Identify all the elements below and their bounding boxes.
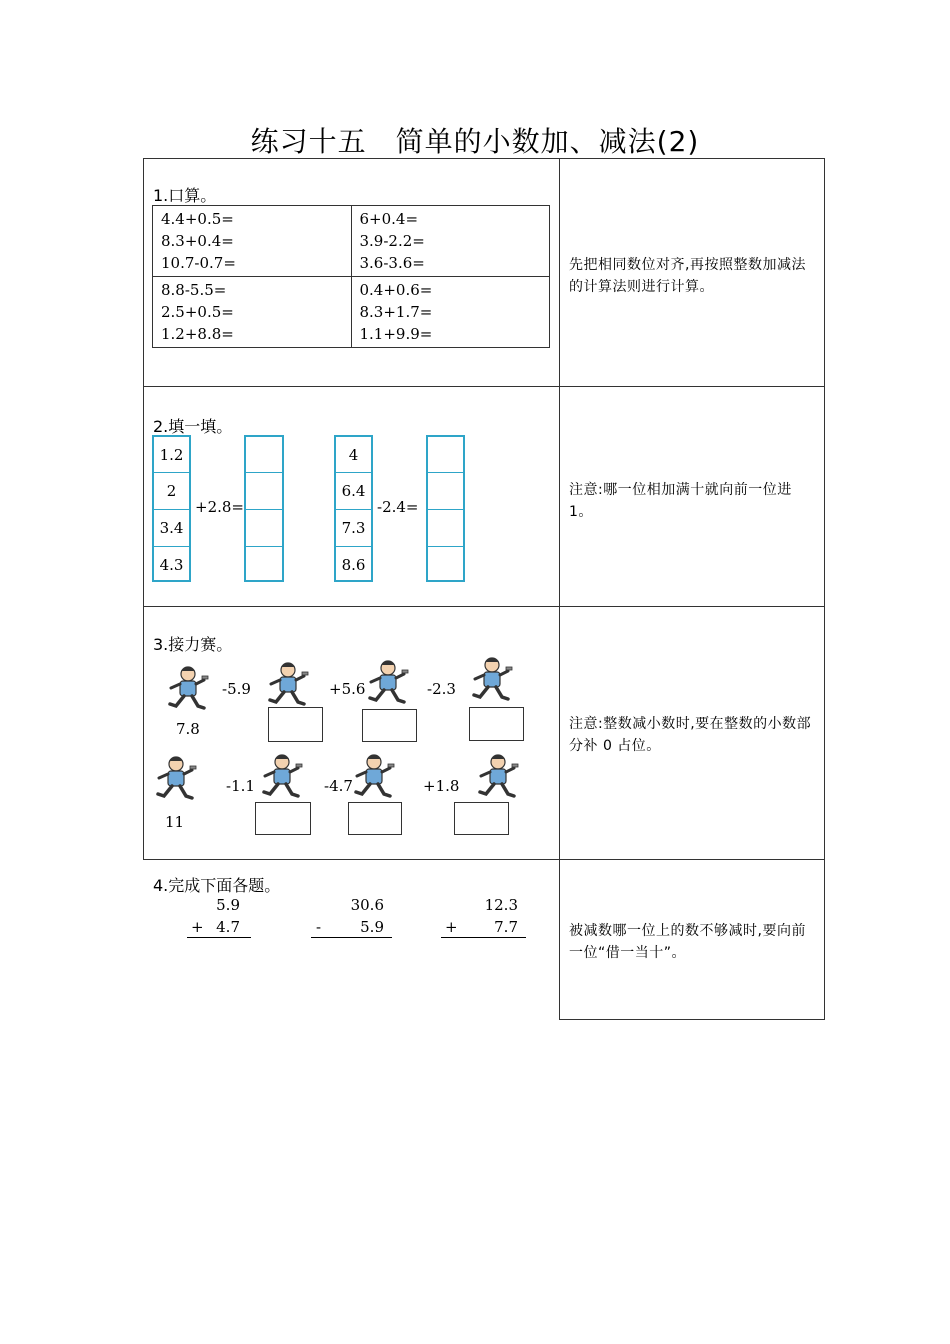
vertical-bottom: 5.9 bbox=[360, 918, 384, 936]
tip-2: 注意:哪一位相加满十就向前一位进 1。 bbox=[569, 482, 792, 520]
answer-cell[interactable] bbox=[246, 547, 282, 582]
vertical-top: 5.9 bbox=[216, 896, 240, 914]
vertical-line bbox=[187, 937, 251, 938]
mental-math-table bbox=[152, 205, 550, 348]
tip-4: 被减数哪一位上的数不够减时,要向前一位“借一当十”。 bbox=[569, 923, 806, 961]
q3-label: 3.接力赛。 bbox=[153, 635, 233, 654]
calc-cell-right-bottom bbox=[351, 277, 550, 348]
value-cell: 3.4 bbox=[154, 510, 189, 547]
calc-item: 8.8-5.5= bbox=[161, 281, 227, 299]
start-value: 11 bbox=[165, 813, 185, 831]
left-answer-column bbox=[244, 435, 284, 582]
subtract-operator: -2.4= bbox=[377, 498, 419, 516]
relay-op: -5.9 bbox=[222, 680, 251, 698]
vertical-op: - bbox=[316, 918, 322, 936]
value-cell: 6.4 bbox=[336, 473, 371, 510]
answer-box[interactable] bbox=[255, 802, 311, 835]
calc-item: 4.4+0.5= bbox=[161, 210, 234, 228]
q4-label: 4.完成下面各题。 bbox=[153, 876, 281, 895]
runner-icon bbox=[352, 752, 398, 800]
left-value-column bbox=[152, 435, 191, 582]
q2-label: 2.填一填。 bbox=[153, 417, 233, 436]
vertical-bottom: 4.7 bbox=[216, 918, 240, 936]
calc-item: 0.4+0.6= bbox=[359, 281, 433, 299]
answer-box[interactable] bbox=[469, 707, 524, 741]
answer-cell[interactable] bbox=[428, 473, 463, 510]
calc-item: 6+0.4= bbox=[359, 210, 419, 228]
calc-cell-left-bottom bbox=[153, 277, 352, 348]
answer-cell[interactable] bbox=[428, 547, 463, 582]
tip-1: 先把相同数位对齐,再按照整数加减法的计算法则进行计算。 bbox=[569, 257, 806, 295]
value-cell: 4.3 bbox=[159, 556, 184, 574]
runner-icon bbox=[470, 655, 516, 703]
calc-cell-right-top bbox=[351, 206, 550, 277]
runner-icon bbox=[260, 752, 306, 800]
value-cell: 8.6 bbox=[341, 556, 366, 574]
answer-cell[interactable] bbox=[246, 510, 282, 547]
calc-item: 8.3+1.7= bbox=[359, 303, 433, 321]
answer-cell[interactable] bbox=[246, 437, 282, 473]
vertical-top: 12.3 bbox=[484, 896, 518, 914]
answer-box[interactable] bbox=[268, 707, 323, 742]
value-cell: 1.2 bbox=[154, 437, 189, 473]
runner-icon bbox=[476, 752, 522, 800]
relay-op: -2.3 bbox=[427, 680, 456, 698]
vertical-op: + bbox=[445, 918, 458, 936]
relay-op: +5.6 bbox=[329, 680, 366, 698]
calc-item: 1.2+8.8= bbox=[161, 325, 234, 343]
relay-op: -4.7 bbox=[324, 777, 353, 795]
calc-item: 2.5+0.5= bbox=[161, 303, 234, 321]
vertical-line bbox=[311, 937, 392, 938]
runner-icon bbox=[154, 754, 200, 802]
vertical-top: 30.6 bbox=[350, 896, 384, 914]
vertical-bottom: 7.7 bbox=[494, 918, 518, 936]
runner-icon bbox=[166, 664, 212, 712]
value-cell: 2 bbox=[154, 473, 189, 510]
calc-item: 3.6-3.6= bbox=[359, 254, 425, 272]
runner-icon bbox=[266, 660, 312, 708]
vertical-line bbox=[441, 937, 526, 938]
calc-item: 3.9-2.2= bbox=[359, 232, 425, 250]
q1-label: 1.口算。 bbox=[153, 186, 217, 205]
calc-cell-left-top bbox=[153, 206, 352, 277]
vertical-op: + bbox=[191, 918, 204, 936]
start-value: 7.8 bbox=[176, 720, 200, 738]
right-value-column bbox=[334, 435, 373, 582]
relay-op: +1.8 bbox=[423, 777, 460, 795]
answer-cell[interactable] bbox=[428, 437, 463, 473]
calc-item: 10.7-0.7= bbox=[161, 254, 236, 272]
tip-3: 注意:整数减小数时,要在整数的小数部分补 0 占位。 bbox=[569, 716, 812, 754]
answer-box[interactable] bbox=[454, 802, 509, 835]
calc-item: 8.3+0.4= bbox=[161, 232, 234, 250]
value-cell: 7.3 bbox=[336, 510, 371, 547]
runner-icon bbox=[366, 658, 412, 706]
answer-cell[interactable] bbox=[246, 473, 282, 510]
answer-cell[interactable] bbox=[428, 510, 463, 547]
answer-box[interactable] bbox=[362, 709, 417, 742]
calc-item: 1.1+9.9= bbox=[359, 325, 433, 343]
relay-op: -1.1 bbox=[226, 777, 255, 795]
add-operator: +2.8= bbox=[195, 498, 244, 516]
answer-box[interactable] bbox=[348, 802, 402, 835]
value-cell: 4 bbox=[336, 437, 371, 473]
right-answer-column bbox=[426, 435, 465, 582]
page-title: 练习十五 简单的小数加、减法(2) bbox=[250, 125, 700, 158]
